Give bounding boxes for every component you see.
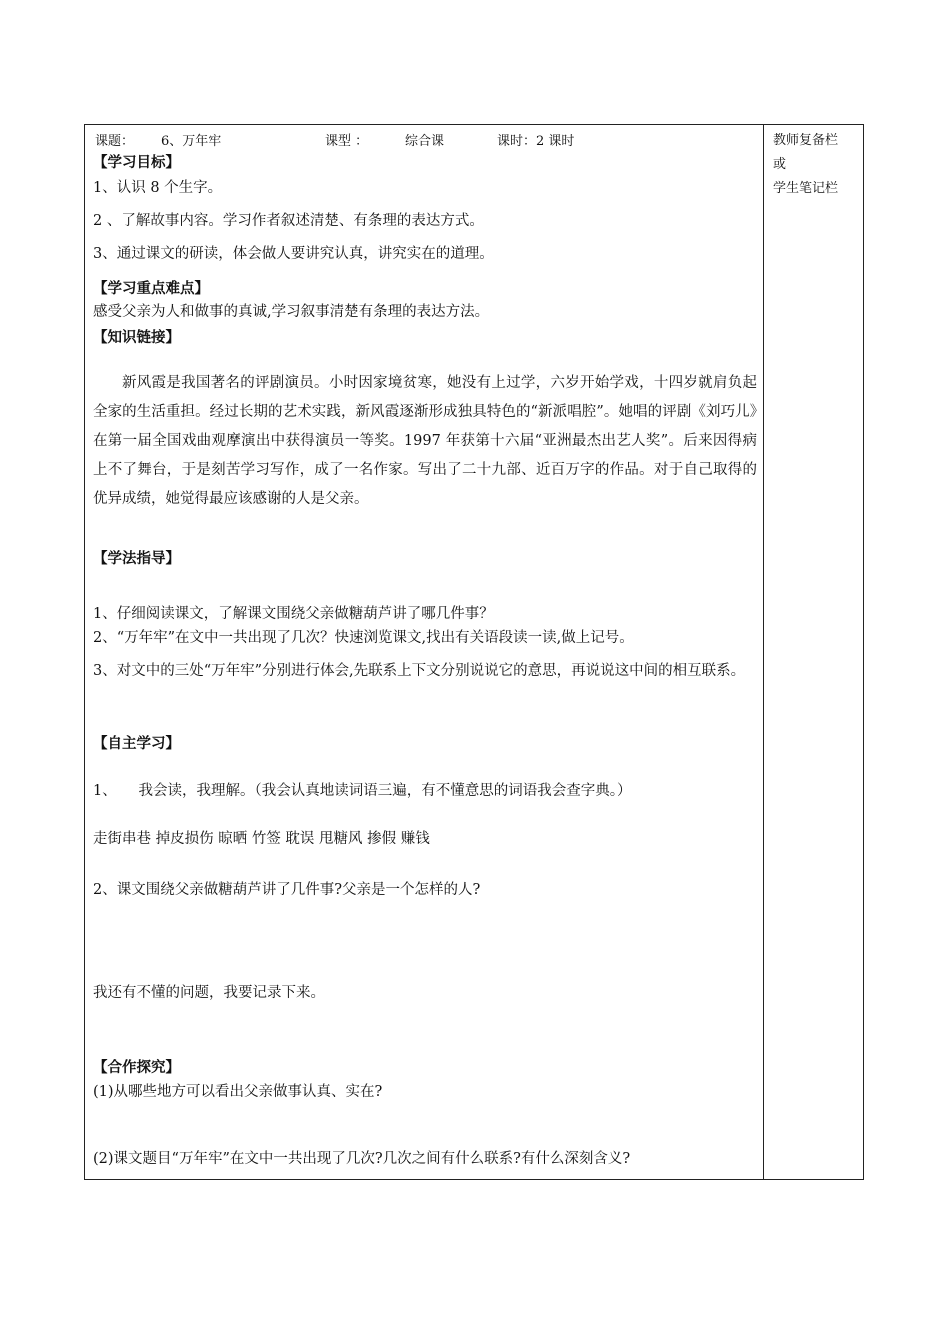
lesson-plan-table <box>84 124 864 1180</box>
cooperate-question-2: (2)课文题目“万年牢”在文中一共出现了几次?几次之间有什么联系?有什么深刻含义? <box>93 1151 631 1167</box>
key-points-heading: 【学习重点难点】 <box>93 281 209 297</box>
column-divider <box>763 125 764 1179</box>
type-label: 课型 ： <box>325 134 369 149</box>
self-study-heading: 【自主学习】 <box>93 736 180 752</box>
class-hours: 课时：2 课时 <box>497 134 575 149</box>
unsolved-questions-note: 我还有不懂的问题，我要记录下来。 <box>93 985 325 1001</box>
side-label-line1: 教师复备栏 <box>773 133 839 148</box>
method-item-1: 1、仔细阅读课文，了解课文围绕父亲做糖葫芦讲了哪几件事？ <box>93 606 494 622</box>
method-heading: 【学法指导】 <box>93 551 180 567</box>
cooperate-heading: 【合作探究】 <box>93 1060 180 1076</box>
goal-item-1: 1、认识 8 个生字。 <box>93 180 223 196</box>
goals-heading: 【学习目标】 <box>93 155 180 171</box>
knowledge-paragraph: 新风霞是我国著名的评剧演员。小时因家境贫寒，她没有上过学，六岁开始学戏，十四岁就肩负起全家的生活重担。经过长期的艺术实践，新风霞逐渐形成独具特色的“新派唱腔”。她唱的评剧《刘巧儿》在第一届全国戏曲观摩演出中获得演员一等奖。1997 年获第十六届“亚洲最杰出艺人奖”。后来因得病上不了舞台，于是刻苦学习写作，成了一名作家。写出了二十九部、近百万字的作品。对于自己取得的优异成绩，她觉得最应该感谢的人是父亲。 <box>93 375 757 507</box>
topic-label: 课题： <box>95 134 135 149</box>
method-item-2: 2、“万年牢”在文中一共出现了几次？快速浏览课文,找出有关语段读一读,做上记号。 <box>93 630 634 646</box>
key-points-text: 感受父亲为人和做事的真诚,学习叙事清楚有条理的表达方法。 <box>93 304 490 320</box>
goal-item-2: 2 、了解故事内容。学习作者叙述清楚、有条理的表达方式。 <box>93 213 484 229</box>
side-label-line3: 学生笔记栏 <box>773 181 839 196</box>
self-study-question-2: 2、课文围绕父亲做糖葫芦讲了几件事?父亲是一个怎样的人? <box>93 882 481 898</box>
goal-item-3: 3、通过课文的研读，体会做人要讲究认真，讲究实在的道理。 <box>93 246 494 262</box>
vocabulary-words: 走街串巷 掉皮损伤 晾晒 竹签 耽误 甩糖风 掺假 赚钱 <box>93 831 430 847</box>
teacher-notes-column <box>773 129 861 201</box>
side-label-line2: 或 <box>773 157 787 172</box>
knowledge-heading: 【知识链接】 <box>93 330 180 346</box>
topic-title: 6、万年牢 <box>161 134 222 149</box>
cooperate-question-1: (1)从哪些地方可以看出父亲做事认真、实在? <box>93 1084 383 1100</box>
self-study-question-1: 1、 我会读，我理解。（我会认真地读词语三遍，有不懂意思的词语我会查字典。） <box>93 783 632 799</box>
method-item-3: 3、对文中的三处“万年牢”分别进行体会,先联系上下文分别说说它的意思，再说说这中间的相互联系。 <box>93 663 746 679</box>
type-value: 综合课 <box>405 134 445 149</box>
